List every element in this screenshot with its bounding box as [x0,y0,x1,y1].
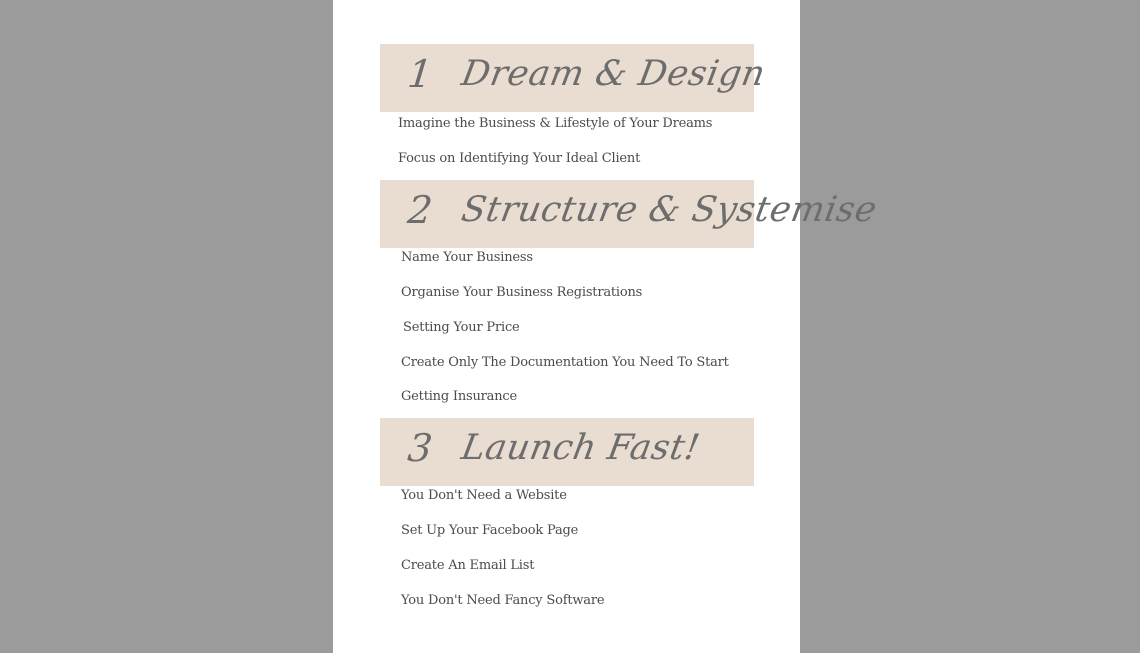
section-2-item-5: Getting Insurance [401,389,517,404]
section-2-header [380,180,880,248]
section-3-number: 3 [405,426,435,470]
section-1-number: 1 [405,52,435,96]
document-page [333,0,880,653]
section-2-item-4: Create Only The Documentation You Need To Start [401,355,729,370]
section-3-item-4: You Don't Need Fancy Software [401,593,605,608]
section-2-item-2: Organise Your Business Registrations [401,285,643,300]
section-3-title: Launch Fast! [458,428,703,468]
section-1-header [380,44,769,112]
section-3-header [380,418,754,486]
section-2-title: Structure & Systemise [458,190,880,230]
section-2-item-3: Setting Your Price [403,320,520,335]
section-3-item-3: Create An Email List [401,558,535,573]
section-2-number: 2 [405,188,435,232]
section-3-item-2: Set Up Your Facebook Page [401,523,579,538]
section-1-title: Dream & Design [458,54,769,94]
section-1-item-2: Focus on Identifying Your Ideal Client [398,151,641,166]
section-1-item-1: Imagine the Business & Lifestyle of Your Dreams [398,116,713,131]
section-3-item-1: You Don't Need a Website [401,488,567,503]
section-2-item-1: Name Your Business [401,250,533,265]
